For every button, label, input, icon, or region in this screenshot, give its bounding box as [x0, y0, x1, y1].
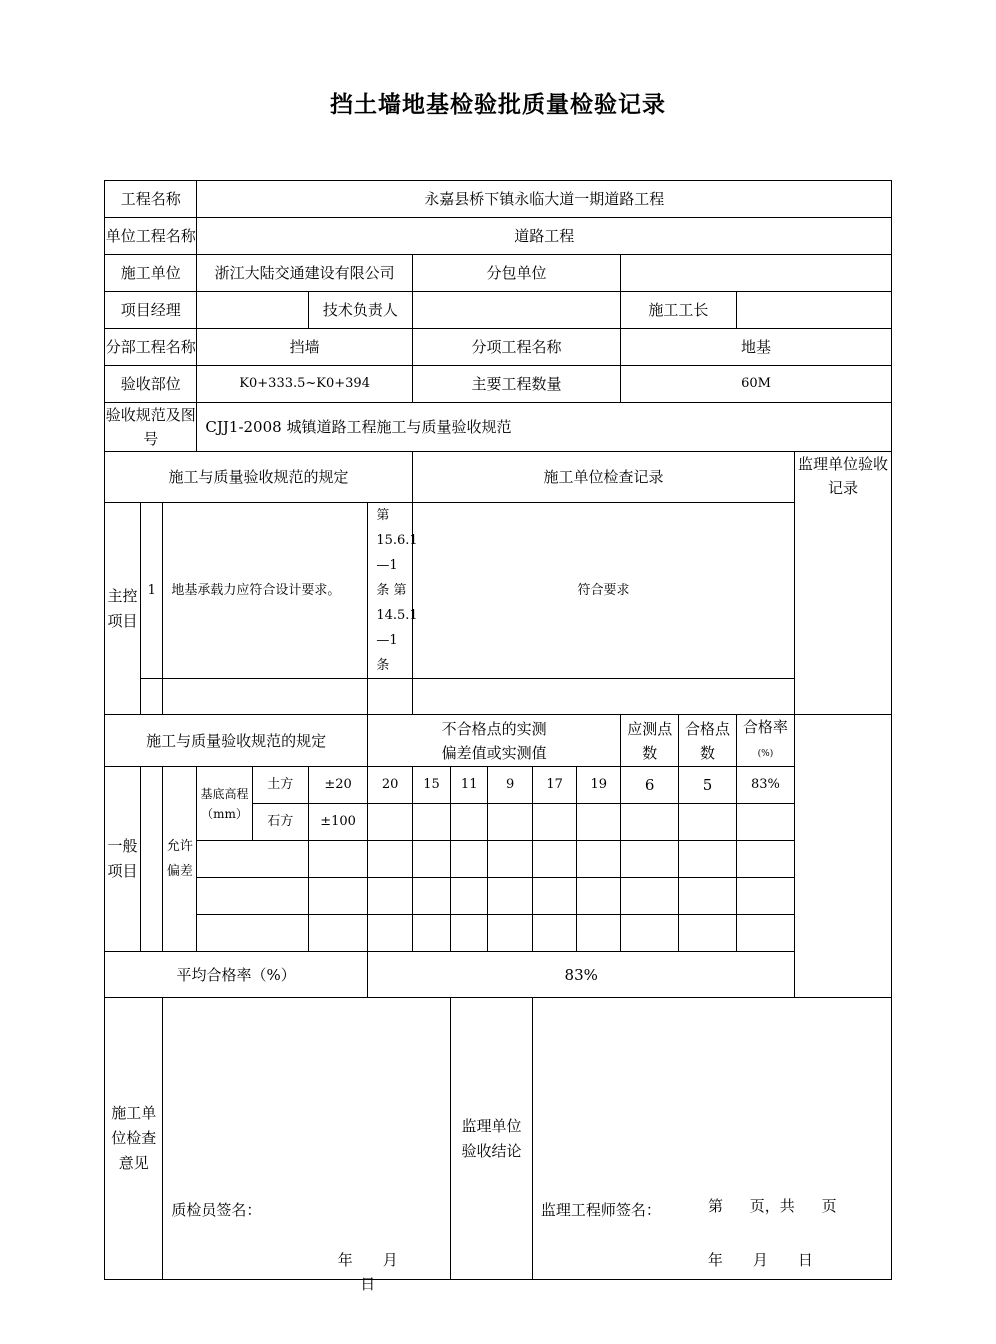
general-col-measure	[368, 715, 621, 767]
unit-project-value: 道路工程	[197, 218, 892, 255]
row1-value: 9	[488, 767, 533, 804]
table-cell	[532, 915, 577, 952]
table-cell	[532, 841, 577, 878]
row1-tolerance: ±20	[308, 767, 367, 804]
table-cell	[488, 841, 533, 878]
table-cell	[679, 915, 736, 952]
table-cell	[736, 804, 794, 841]
table-cell	[308, 915, 367, 952]
row1-points-total: 6	[621, 767, 679, 804]
pm-label: 项目经理	[105, 292, 197, 329]
subcontractor-value	[621, 255, 892, 292]
main-empty-item	[163, 679, 368, 715]
contractor-opinion-cell	[163, 998, 451, 1293]
table-cell	[451, 841, 488, 878]
spec-label: 验收规范及图号	[105, 403, 197, 452]
table-cell	[621, 804, 679, 841]
main-col-check: 施工单位检查记录	[412, 452, 794, 503]
foreman-label: 施工工长	[621, 292, 737, 329]
row1-points-pass: 5	[679, 767, 736, 804]
general-supervisor-blank	[795, 715, 892, 998]
date-day: 日	[797, 1251, 813, 1269]
tech-lead-label: 技术负责人	[308, 292, 412, 329]
table-cell	[197, 841, 308, 878]
table-cell	[412, 841, 450, 878]
table-cell	[368, 841, 413, 878]
general-item-label-cell	[197, 767, 252, 841]
average-rate-value: 83%	[368, 952, 795, 998]
table-cell	[679, 804, 736, 841]
row1-value: 19	[577, 767, 621, 804]
table-cell	[488, 915, 533, 952]
division-label: 分部工程名称	[105, 329, 197, 366]
date-month: 月	[752, 1251, 768, 1269]
table-cell	[577, 915, 621, 952]
general-col-measure-line2: 偏差值或实测值	[441, 743, 547, 762]
date-year: 年	[707, 1251, 723, 1269]
row1-value: 15	[412, 767, 450, 804]
supervisor-opinion-cell	[532, 998, 891, 1280]
main-empty-clause	[368, 679, 413, 715]
table-cell	[308, 841, 367, 878]
row1-type: 土方	[252, 767, 308, 804]
table-cell	[412, 915, 450, 952]
table-cell	[621, 915, 679, 952]
table-cell	[577, 841, 621, 878]
pm-value	[197, 292, 308, 329]
table-cell	[679, 841, 736, 878]
row1-value: 20	[368, 767, 413, 804]
table-cell	[451, 915, 488, 952]
project-name-value: 永嘉县桥下镇永临大道一期道路工程	[197, 181, 892, 218]
main-item-clause: 第 15.6.1 —1 条 第 14.5.1 —1 条	[368, 503, 413, 679]
general-section-label: 一般项目	[105, 767, 141, 952]
row1-value: 11	[451, 767, 488, 804]
main-item-text: 地基承载力应符合设计要求。	[163, 503, 368, 679]
foreman-value	[736, 292, 891, 329]
general-tolerance-label: 允许偏差	[163, 767, 197, 952]
inspector-sign-label: 质检员签名：	[171, 1201, 262, 1219]
general-col-rate	[736, 715, 794, 767]
row1-value: 17	[532, 767, 577, 804]
contractor-value: 浙江大陆交通建设有限公司	[197, 255, 413, 292]
quantity-value: 60M	[621, 366, 892, 403]
contractor-label: 施工单位	[105, 255, 197, 292]
table-cell	[488, 804, 533, 841]
page-suffix: 页	[821, 1197, 837, 1215]
table-cell	[577, 878, 621, 915]
row2-tolerance: ±100	[308, 804, 367, 841]
row2-type: 石方	[252, 804, 308, 841]
table-cell	[736, 878, 794, 915]
general-item-label: 基底高程	[200, 786, 249, 801]
supervisor-opinion-label: 监理单位验收结论	[451, 998, 533, 1280]
main-item-result: 符合要求	[412, 503, 794, 679]
table-cell	[197, 915, 308, 952]
average-rate-label: 平均合格率（%）	[105, 952, 368, 998]
tech-lead-value	[412, 292, 620, 329]
table-cell	[368, 804, 413, 841]
table-cell	[412, 804, 450, 841]
date-year: 年	[337, 1251, 353, 1269]
table-cell	[736, 915, 794, 952]
general-col-rate-label: 合格率	[742, 718, 788, 736]
unit-project-label: 单位工程名称	[105, 218, 197, 255]
main-empty-result	[412, 679, 794, 715]
main-section-label: 主控项目	[105, 503, 141, 715]
general-empty-no	[141, 767, 163, 952]
table-cell	[488, 878, 533, 915]
subitem-label: 分项工程名称	[412, 329, 620, 366]
main-item-no: 1	[141, 503, 163, 679]
page-mid: 页，共	[749, 1197, 795, 1215]
subcontractor-label: 分包单位	[412, 255, 620, 292]
supervisor-date	[708, 1248, 843, 1272]
general-col-points-pass: 合格点数	[679, 715, 736, 767]
table-cell	[621, 878, 679, 915]
page-title: 挡土墙地基检验批质量检验记录	[330, 92, 666, 118]
table-cell	[197, 878, 308, 915]
general-col-spec: 施工与质量验收规范的规定	[105, 715, 368, 767]
quantity-label: 主要工程数量	[412, 366, 620, 403]
main-col-supervisor: 监理单位验收记录	[795, 452, 892, 715]
general-col-measure-line1: 不合格点的实测	[441, 719, 547, 738]
table-cell	[621, 841, 679, 878]
date-month: 月	[382, 1251, 398, 1269]
table-cell	[532, 878, 577, 915]
page-number	[708, 1195, 837, 1216]
general-col-rate-unit: (%)	[757, 749, 774, 759]
table-cell	[308, 878, 367, 915]
contractor-opinion-label: 施工单位检查意见	[105, 998, 163, 1280]
engineer-sign-label: 监理工程师签名：	[540, 1201, 661, 1219]
table-cell	[451, 878, 488, 915]
inspection-record-table	[104, 180, 892, 1293]
division-value: 挡墙	[197, 329, 413, 366]
location-value: K0+333.5~K0+394	[197, 366, 413, 403]
table-cell	[368, 878, 413, 915]
contractor-date	[315, 1248, 450, 1296]
general-col-points-total: 应测点数	[621, 715, 679, 767]
row1-rate: 83%	[736, 767, 794, 804]
date-day: 日	[360, 1275, 376, 1293]
general-item-unit: （mm）	[201, 806, 248, 821]
page-prefix: 第	[708, 1197, 724, 1215]
table-cell	[577, 804, 621, 841]
table-cell	[736, 841, 794, 878]
main-col-spec: 施工与质量验收规范的规定	[105, 452, 413, 503]
spec-value: CJJ1-2008 城镇道路工程施工与质量验收规范	[197, 403, 892, 452]
location-label: 验收部位	[105, 366, 197, 403]
table-cell	[368, 915, 413, 952]
table-cell	[412, 878, 450, 915]
main-empty-no	[141, 679, 163, 715]
table-cell	[679, 878, 736, 915]
subitem-value: 地基	[621, 329, 892, 366]
table-cell	[451, 804, 488, 841]
project-name-label: 工程名称	[105, 181, 197, 218]
table-cell	[532, 804, 577, 841]
